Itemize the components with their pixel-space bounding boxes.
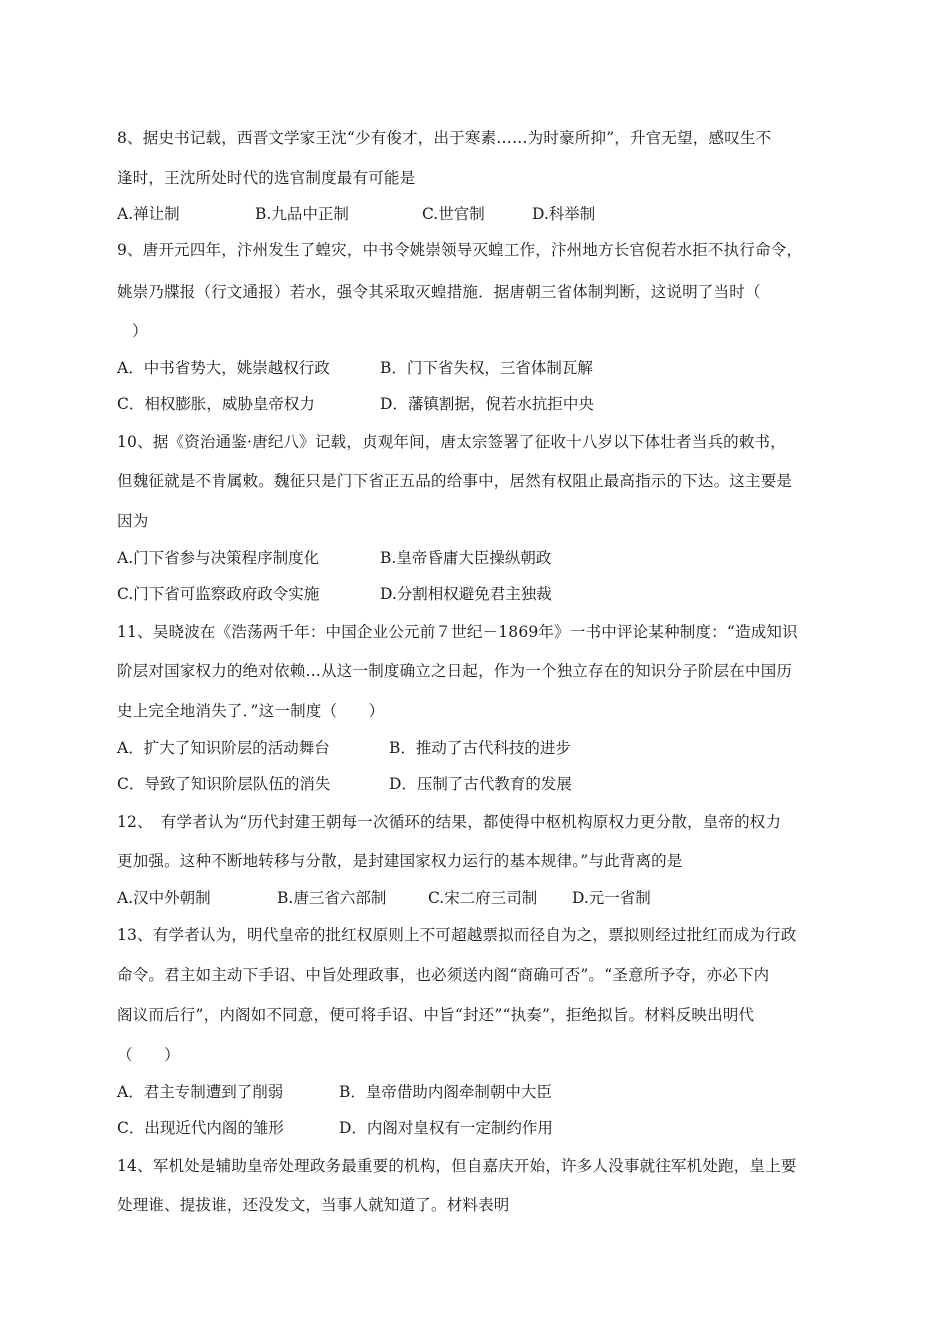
question-13-line-4: （ ） bbox=[117, 1046, 180, 1064]
question-9-options-row-2 bbox=[117, 394, 837, 414]
option-c: C．相权膨胀，威胁皇帝权力 bbox=[117, 395, 315, 413]
question-14-line-1: 14、军机处是辅助皇帝处理政务最重要的机构，但自嘉庆开始，许多人没事就往军机处跑，皇上要 bbox=[117, 1157, 797, 1175]
question-10-options-row-2 bbox=[117, 584, 837, 604]
question-12-options bbox=[117, 888, 837, 908]
option-d: D.分割相权避免君主独裁 bbox=[380, 585, 552, 603]
option-b: B．门下省失权，三省体制瓦解 bbox=[380, 359, 593, 377]
question-11-line-2: 阶层对国家权力的绝对依赖…从这一制度确立之日起，作为一个独立存在的知识分子阶层在中国历 bbox=[117, 662, 793, 680]
question-9-line-1: 9、唐开元四年，汴州发生了蝗灾，中书令姚崇领导灭蝗工作，汴州地方长官倪若水拒不执行命令， bbox=[117, 241, 803, 259]
question-10-line-3: 因为 bbox=[117, 512, 149, 530]
option-c: C．出现近代内阁的雏形 bbox=[117, 1119, 284, 1137]
question-10-line-2: 但魏征就是不肯属敕。魏征只是门下省正五品的给事中，居然有权阻止最高指示的下达。这主要是 bbox=[117, 472, 793, 490]
question-11-options-row-2 bbox=[117, 774, 837, 794]
question-10-line-1: 10、据《资治通鉴·唐纪八》记载，贞观年间，唐太宗签署了征收十八岁以下体壮者当兵的敕书， bbox=[117, 433, 786, 451]
question-8-line-2: 逢时，王沈所处时代的选官制度最有可能是 bbox=[117, 169, 416, 187]
option-d: D．内阁对皇权有一定制约作用 bbox=[339, 1119, 553, 1137]
option-b: B.唐三省六部制 bbox=[277, 889, 387, 907]
question-13-options-row-1 bbox=[117, 1082, 837, 1102]
option-a: A.门下省参与决策程序制度化 bbox=[117, 549, 320, 567]
option-a: A．中书省势大，姚崇越权行政 bbox=[117, 359, 330, 377]
option-a: A.汉中外朝制 bbox=[117, 889, 211, 907]
question-9-options-row-1 bbox=[117, 358, 837, 378]
question-13-line-2: 命令。君主如主动下手诏、中旨处理政事，也必须送内阁“商确可否”。“圣意所予夺，亦必下内 bbox=[117, 966, 770, 984]
question-8-line-1: 8、据史书记载，西晋文学家王沈“少有俊才，出于寒素……为时豪所抑”，升官无望，感叹生不 bbox=[117, 129, 772, 147]
option-a: A.禅让制 bbox=[117, 205, 180, 223]
option-a: A．扩大了知识阶层的活动舞台 bbox=[117, 739, 330, 757]
option-a: A．君主专制遭到了削弱 bbox=[117, 1083, 284, 1101]
option-d: D.元一省制 bbox=[572, 889, 651, 907]
question-14-line-2: 处理谁、提拔谁，还没发文，当事人就知道了。材料表明 bbox=[117, 1196, 510, 1214]
question-12-line-1: 12、 有学者认为“历代封建王朝每一次循环的结果，都使得中枢机构原权力更分散，皇帝的权力 bbox=[117, 813, 782, 831]
question-13-line-1: 13、有学者认为，明代皇帝的批红权原则上不可超越票拟而径自为之，票拟则经过批红而成为行政 bbox=[117, 926, 797, 944]
question-13-line-3: 阁议而后行”，内阁如不同意，便可将手诏、中旨“封还”“执奏”，拒绝拟旨。材料反映出明代 bbox=[117, 1006, 755, 1024]
option-c: C．导致了知识阶层队伍的消失 bbox=[117, 775, 331, 793]
question-9-line-3: ） bbox=[132, 322, 148, 340]
option-b: B.皇帝昏庸大臣操纵朝政 bbox=[380, 549, 552, 567]
option-b: B.九品中正制 bbox=[255, 205, 349, 223]
option-d: D.科举制 bbox=[532, 205, 596, 223]
option-c: C.门下省可监察政府政令实施 bbox=[117, 585, 320, 603]
option-b: B．皇帝借助内阁牵制朝中大臣 bbox=[339, 1083, 552, 1101]
option-d: D．压制了古代教育的发展 bbox=[389, 775, 572, 793]
question-11-options-row-1 bbox=[117, 738, 837, 758]
question-12-line-2: 更加强。这种不断地转移与分散，是封建国家权力运行的基本规律。”与此背离的是 bbox=[117, 852, 683, 870]
question-11-line-3: 史上完全地消失了．”这一制度（ ） bbox=[117, 702, 385, 720]
question-11-line-1: 11、吴晓波在《浩荡两千年：中国企业公元前７世纪－1869年》一书中评论某种制度：“造成知识 bbox=[117, 623, 798, 641]
option-d: D．藩镇割据，倪若水抗拒中央 bbox=[380, 395, 594, 413]
option-b: B．推动了古代科技的进步 bbox=[389, 739, 571, 757]
question-10-options-row-1 bbox=[117, 548, 837, 568]
option-c: C.宋二府三司制 bbox=[428, 889, 538, 907]
option-c: C.世官制 bbox=[422, 205, 485, 223]
question-8-options bbox=[117, 204, 837, 224]
question-13-options-row-2 bbox=[117, 1118, 837, 1138]
question-9-line-2: 姚崇乃牒报（行文通报）若水，强令其采取灭蝗措施．据唐朝三省体制判断，这说明了当时（ bbox=[117, 283, 761, 301]
